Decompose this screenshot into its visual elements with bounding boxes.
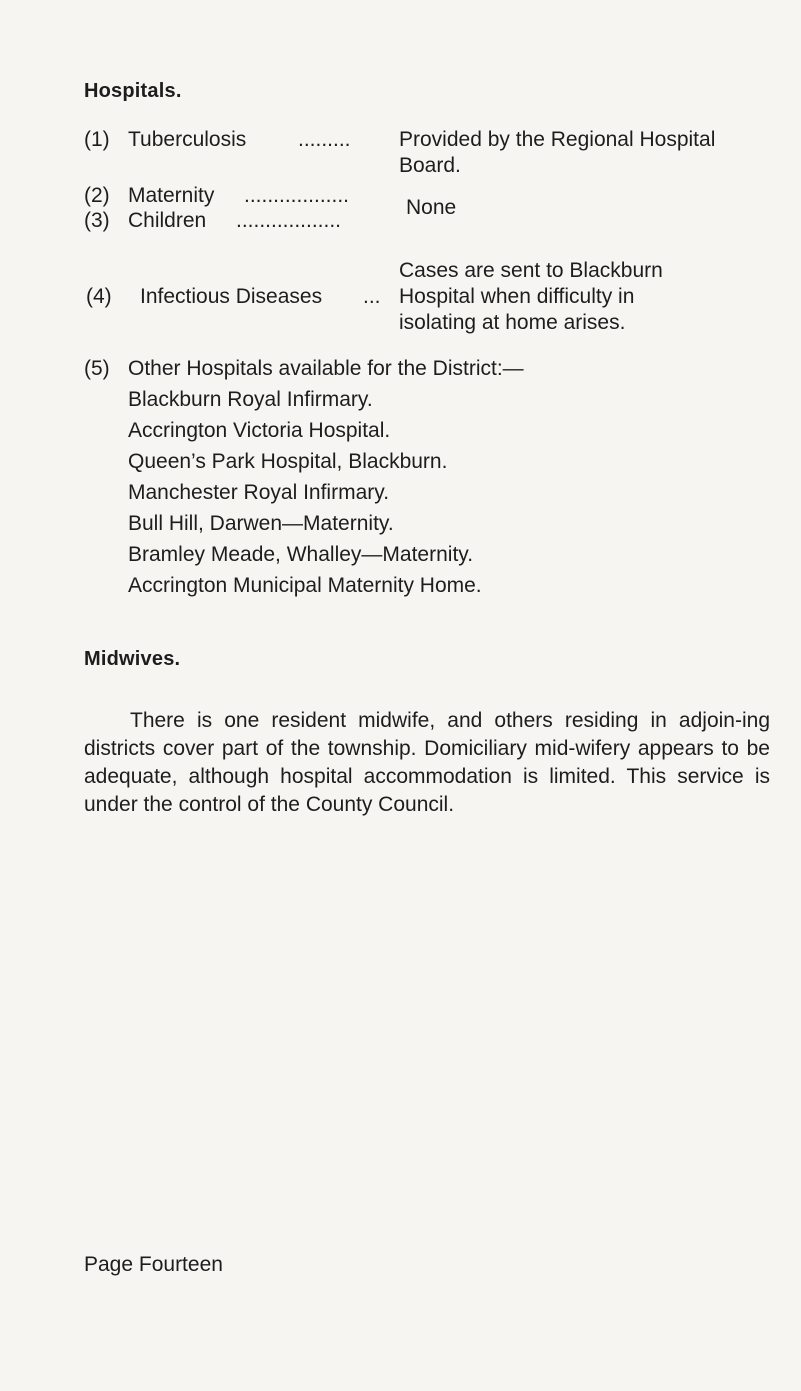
- other-hospitals-intro: Other Hospitals available for the District:—: [128, 357, 524, 380]
- hospital-list-item: Manchester Royal Infirmary.: [128, 481, 390, 504]
- hospital-list-item: Bull Hill, Darwen—Maternity.: [128, 512, 394, 535]
- hospitals-heading: Hospitals.: [84, 80, 182, 102]
- leader-dots-infectious: ...: [363, 285, 381, 308]
- hospital-list-item: Accrington Victoria Hospital.: [128, 419, 391, 442]
- infectious-note-line-1: Cases are sent to Blackburn: [399, 259, 663, 282]
- item-label-maternity: Maternity: [128, 184, 215, 207]
- hospital-list-item: Blackburn Royal Infirmary.: [128, 388, 373, 411]
- item-number-4: (4): [86, 285, 112, 308]
- page-number-footer: Page Fourteen: [84, 1253, 223, 1276]
- midwives-heading: Midwives.: [84, 648, 181, 670]
- item-number-3: (3): [84, 209, 110, 232]
- hospital-list-item: Queen’s Park Hospital, Blackburn.: [128, 450, 448, 473]
- midwives-paragraph: There is one resident midwife, and others residing in adjoin-ing districts cover part of the township. Domiciliary mid-wifery appears to be adequate, although hospital accommodation is limited. This service is under the control of the County Council.: [84, 709, 770, 816]
- infectious-note-line-3: isolating at home arises.: [399, 311, 626, 334]
- infectious-note-line-2: Hospital when difficulty in: [399, 285, 635, 308]
- item-number-1: (1): [84, 128, 110, 151]
- item-number-5: (5): [84, 357, 110, 380]
- tuberculosis-provision-line-1: Provided by the Regional Hospital: [399, 128, 716, 151]
- hospital-list-item: Accrington Municipal Maternity Home.: [128, 574, 482, 597]
- item-label-tuberculosis: Tuberculosis: [128, 128, 247, 151]
- hospital-list-item: Bramley Meade, Whalley—Maternity.: [128, 543, 474, 566]
- item-number-2: (2): [84, 184, 110, 207]
- leader-dots-tuberculosis: .........: [298, 128, 351, 151]
- item-label-children: Children: [128, 209, 207, 232]
- leader-dots-children: ..................: [236, 209, 342, 232]
- item-label-infectious-diseases: Infectious Diseases: [140, 285, 323, 308]
- none-provision: None: [406, 196, 457, 219]
- tuberculosis-provision-line-2: Board.: [399, 154, 461, 177]
- leader-dots-maternity: ..................: [244, 184, 350, 207]
